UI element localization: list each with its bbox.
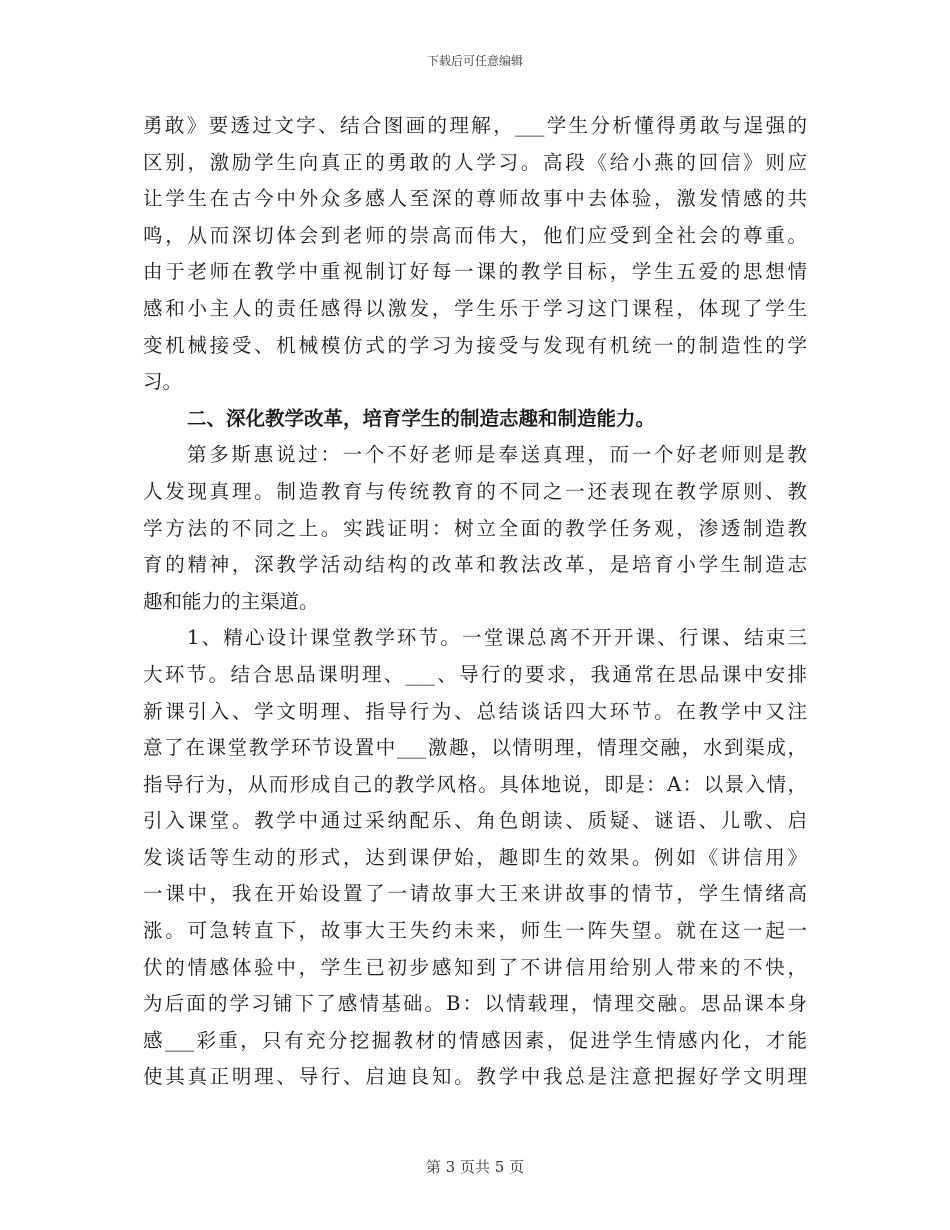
paragraph-line: 学方法的不同之上。实践证明：树立全面的教学任务观，渗透制造教 xyxy=(143,516,807,540)
paragraph-line: 趣和能力的主渠道。 xyxy=(143,589,319,613)
paragraph-line: 让学生在古今中外众多感人至深的尊师故事中去体验，激发情感的共 xyxy=(143,187,807,211)
section-heading: 二、深化教学改革，培育学生的制造志趣和制造能力。 xyxy=(187,406,656,430)
paragraph-line: 1、精心设计课堂教学环节。一堂课总离不开开课、行课、结束三 xyxy=(187,626,807,650)
paragraph-line: 习。 xyxy=(143,370,183,394)
paragraph-line: 为后面的学习铺下了感情基础。B：以情载理，情理交融。思品课本身 xyxy=(143,992,807,1016)
paragraph-line: 意了在课堂教学环节设置中___激趣，以情明理，情理交融，水到渠成， xyxy=(143,736,807,760)
paragraph-line: 鸣，从而深切体会到老师的崇高而伟大，他们应受到全社会的尊重。 xyxy=(143,223,807,247)
paragraph-line: 勇敢》要透过文字、结合图画的理解，___学生分析懂得勇敢与逞强的 xyxy=(143,114,807,137)
paragraph-line: 感和小主人的责任感得以激发，学生乐于学习这门课程，体现了学生 xyxy=(143,296,807,320)
paragraph-line: 引入课堂。教学中通过采纳配乐、角色朗读、质疑、谜语、儿歌、启 xyxy=(143,809,807,833)
page-header-note: 下载后可任意编辑 xyxy=(426,54,523,68)
paragraph-line: 由于老师在教学中重视制订好每一课的教学目标，学生五爱的思想情 xyxy=(143,260,807,284)
page-number-footer: 第 3 页共 5 页 xyxy=(425,1158,525,1176)
paragraph-line: 新课引入、学文明理、指导行为、总结谈话四大环节。在教学中又注 xyxy=(143,699,807,723)
paragraph-line: 变机械接受、机械模仿式的学习为接受与发现有机统一的制造性的学 xyxy=(143,333,807,357)
paragraph-line: 一课中，我在开始设置了一请故事大王来讲故事的情节，学生情绪高 xyxy=(143,882,807,906)
paragraph-line: 人发现真理。制造教育与传统教育的不同之一还表现在教学原则、教 xyxy=(143,479,807,503)
paragraph-line: 涨。可急转直下，故事大王失约未来，师生一阵失望。就在这一起一 xyxy=(143,919,807,943)
paragraph-line: 指导行为，从而形成自己的教学风格。具体地说，即是：A：以景入情， xyxy=(143,772,807,796)
paragraph-line: 育的精神，深教学活动结构的改革和教法改革，是培育小学生制造志 xyxy=(143,553,807,577)
document-body xyxy=(143,108,807,1096)
paragraph-line: 感___彩重，只有充分挖掘教材的情感因素，促进学生情感内化，才能 xyxy=(143,1028,807,1052)
paragraph-line: 第多斯惠说过：一个不好老师是奉送真理，而一个好老师则是教 xyxy=(187,443,807,467)
paragraph-line: 伏的情感体验中，学生已初步感知到了不讲信用给别人带来的不快， xyxy=(143,955,807,979)
paragraph-line: 使其真正明理、导行、启迪良知。教学中我总是注意把握好学文明理 xyxy=(143,1065,807,1089)
paragraph-line: 大环节。结合思品课明理、___、导行的要求，我通常在思品课中安排 xyxy=(143,662,807,686)
paragraph-line: 发谈话等生动的形式，达到课伊始，趣即生的效果。例如《讲信用》 xyxy=(143,845,807,869)
paragraph-line: 区别，激励学生向真正的勇敢的人学习。高段《给小燕的回信》则应 xyxy=(143,150,807,174)
